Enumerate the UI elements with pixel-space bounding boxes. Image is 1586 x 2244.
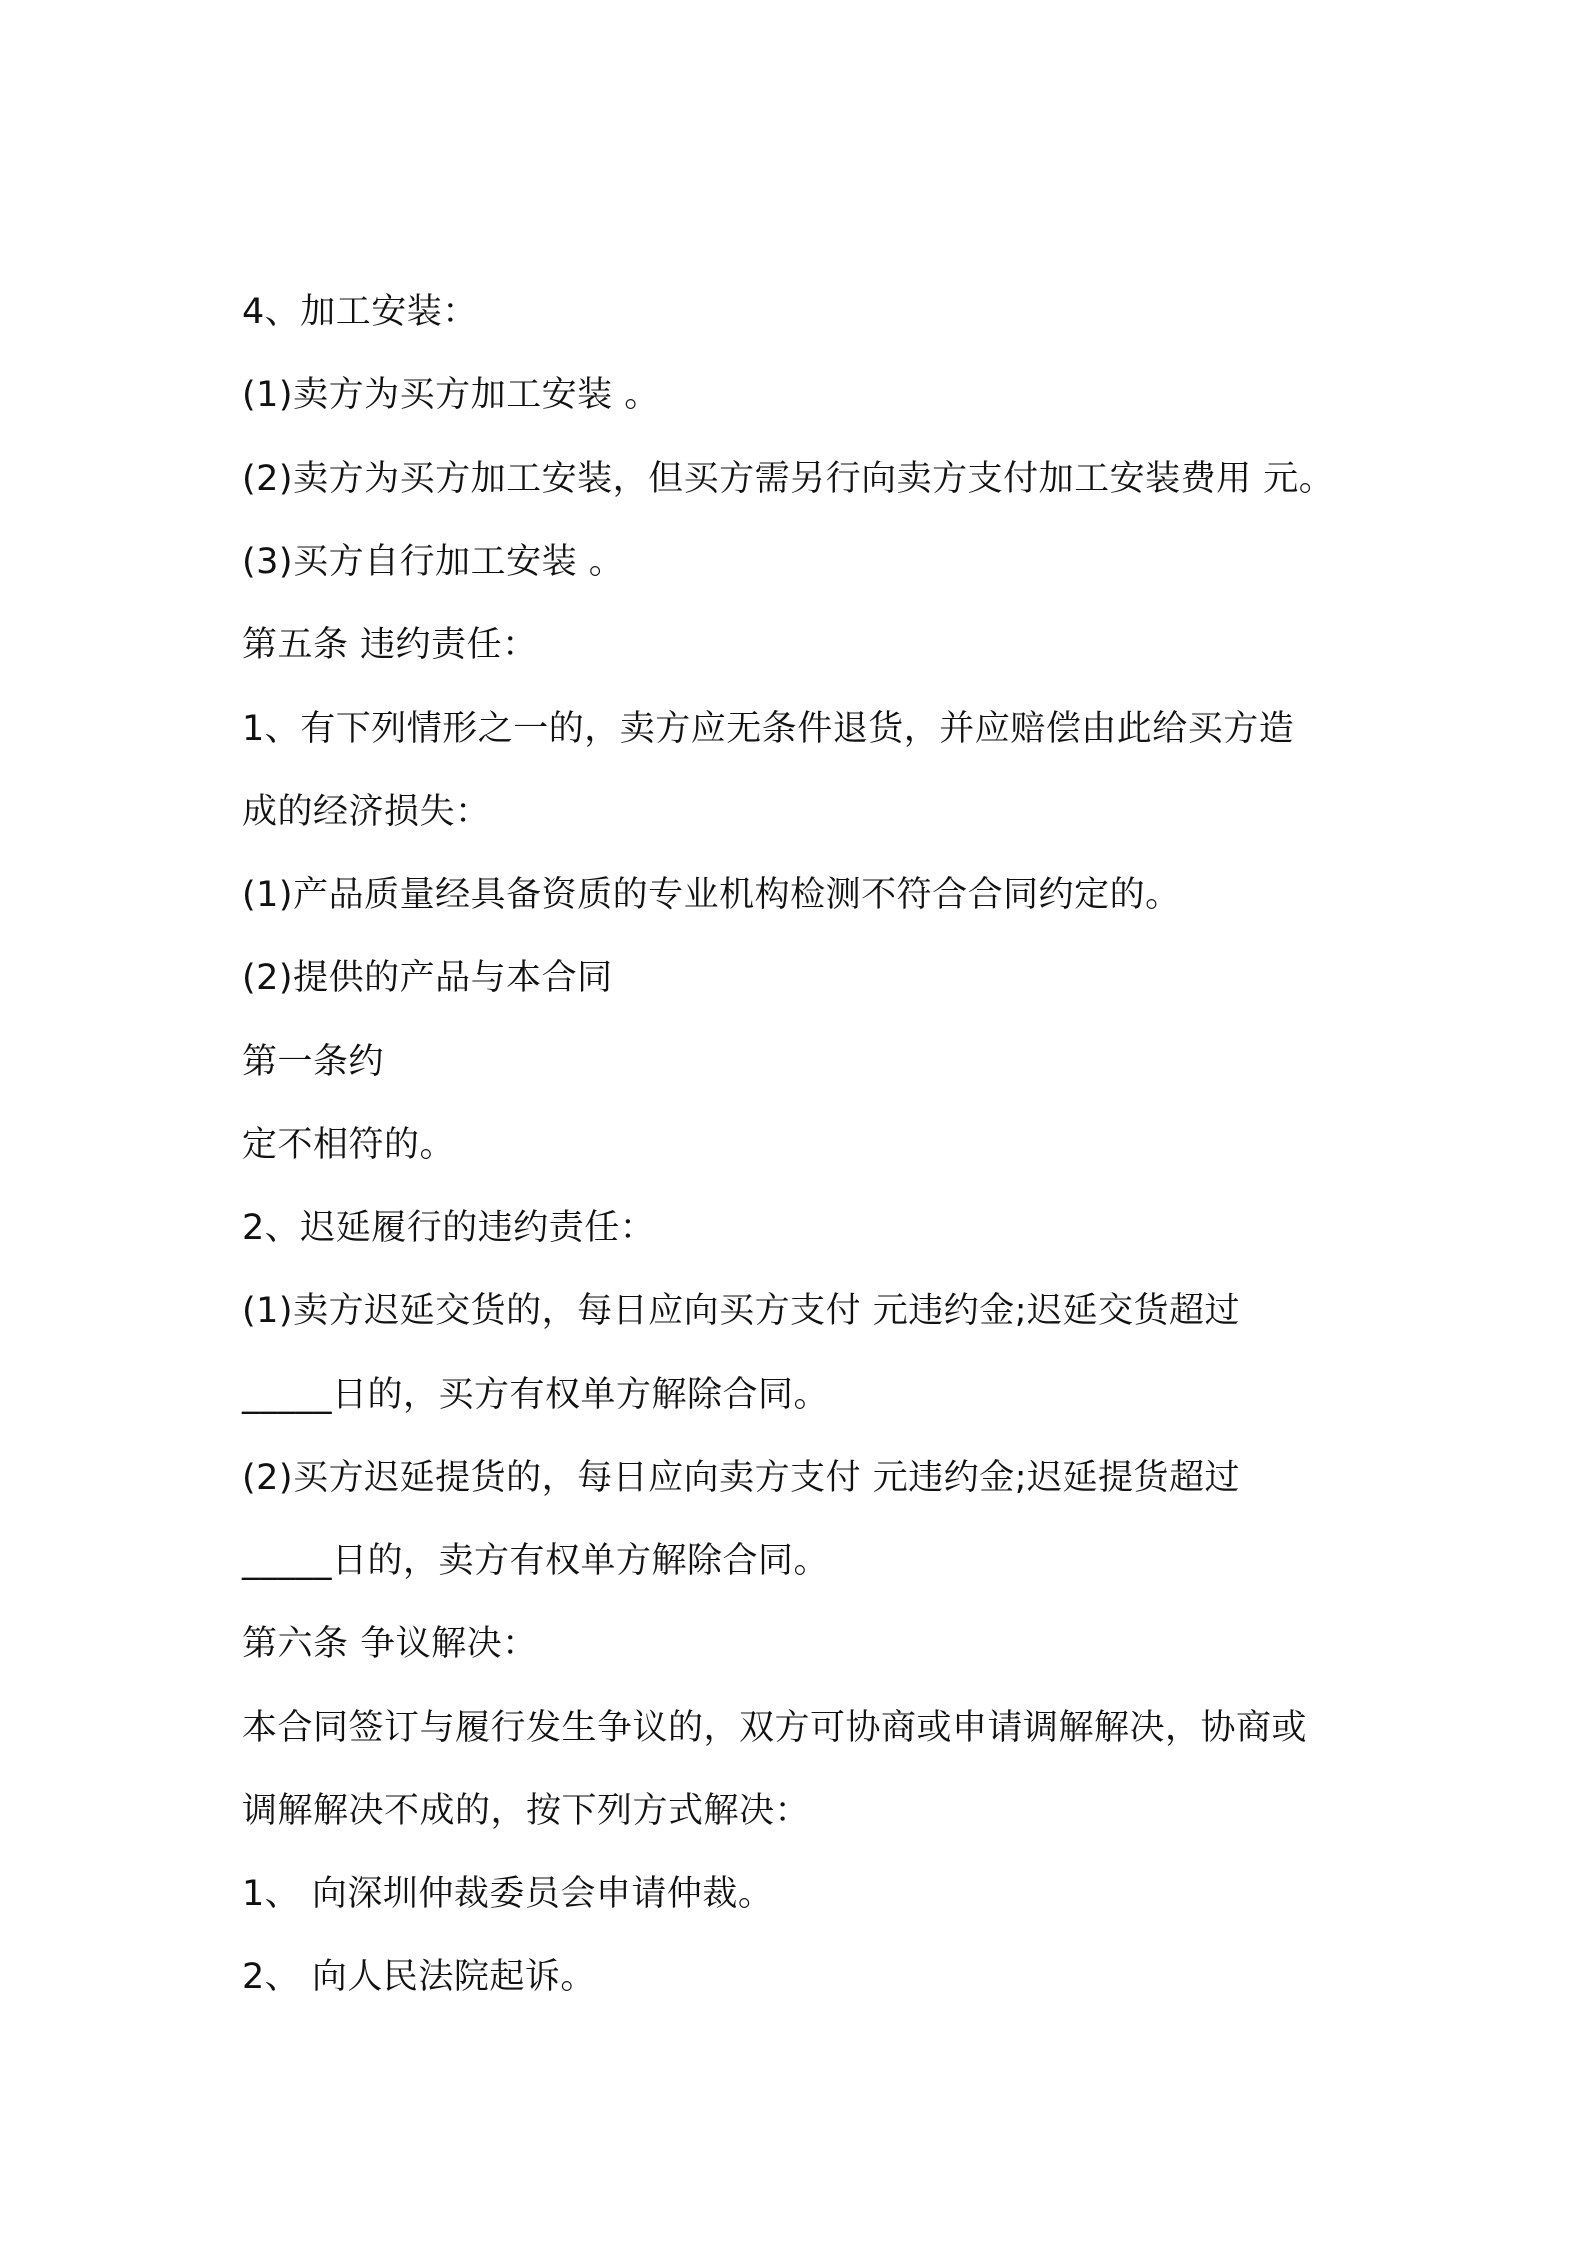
article-5-item-1-sub-2-cont-1: 第一条约	[242, 1042, 385, 1082]
article-6-option-2: 2、 向人民法院起诉。	[242, 1957, 596, 1997]
article-5-item-2-heading: 2、迟延履行的违约责任：	[242, 1208, 656, 1248]
article-5-item-1-sub-2-cont-2: 定不相符的。	[242, 1125, 456, 1165]
article-5-item-1-sub-1: (1)产品质量经具备资质的专业机构检测不符合合同约定的。	[242, 875, 1181, 915]
clause-4-heading: 4、加工安装：	[242, 292, 478, 332]
article-5-heading: 第五条 违约责任：	[242, 625, 538, 665]
clause-4-option-3: (3)买方自行加工安装 。	[242, 542, 625, 582]
clause-4-option-2: (2)卖方为买方加工安装，但买方需另行向卖方支付加工安装费用 元。	[242, 459, 1335, 499]
article-5-item-2-sub-1-line-2: _____日的，买方有权单方解除合同。	[242, 1375, 830, 1415]
article-5-item-1-sub-2: (2)提供的产品与本合同	[242, 958, 613, 998]
article-5-item-2-sub-1-line-1: (1)卖方迟延交货的，每日应向买方支付 元违约金;迟延交货超过	[242, 1291, 1240, 1331]
article-6-body-line-2: 调解解决不成的，按下列方式解决：	[242, 1791, 811, 1831]
article-5-item-2-sub-2-line-1: (2)买方迟延提货的，每日应向卖方支付 元违约金;迟延提货超过	[242, 1458, 1240, 1498]
clause-4-option-1: (1)卖方为买方加工安装 。	[242, 375, 660, 415]
article-5-item-1-line-1: 1、有下列情形之一的，卖方应无条件退货，并应赔偿由此给买方造	[242, 709, 1295, 749]
article-5-item-1-line-2: 成的经济损失：	[242, 792, 491, 832]
article-6-body-line-1: 本合同签订与履行发生争议的，双方可协商或申请调解解决，协商或	[242, 1708, 1308, 1748]
article-6-heading: 第六条 争议解决：	[242, 1624, 538, 1664]
article-5-item-2-sub-2-line-2: _____日的，卖方有权单方解除合同。	[242, 1541, 830, 1581]
article-6-option-1: 1、 向深圳仲裁委员会申请仲裁。	[242, 1874, 774, 1914]
